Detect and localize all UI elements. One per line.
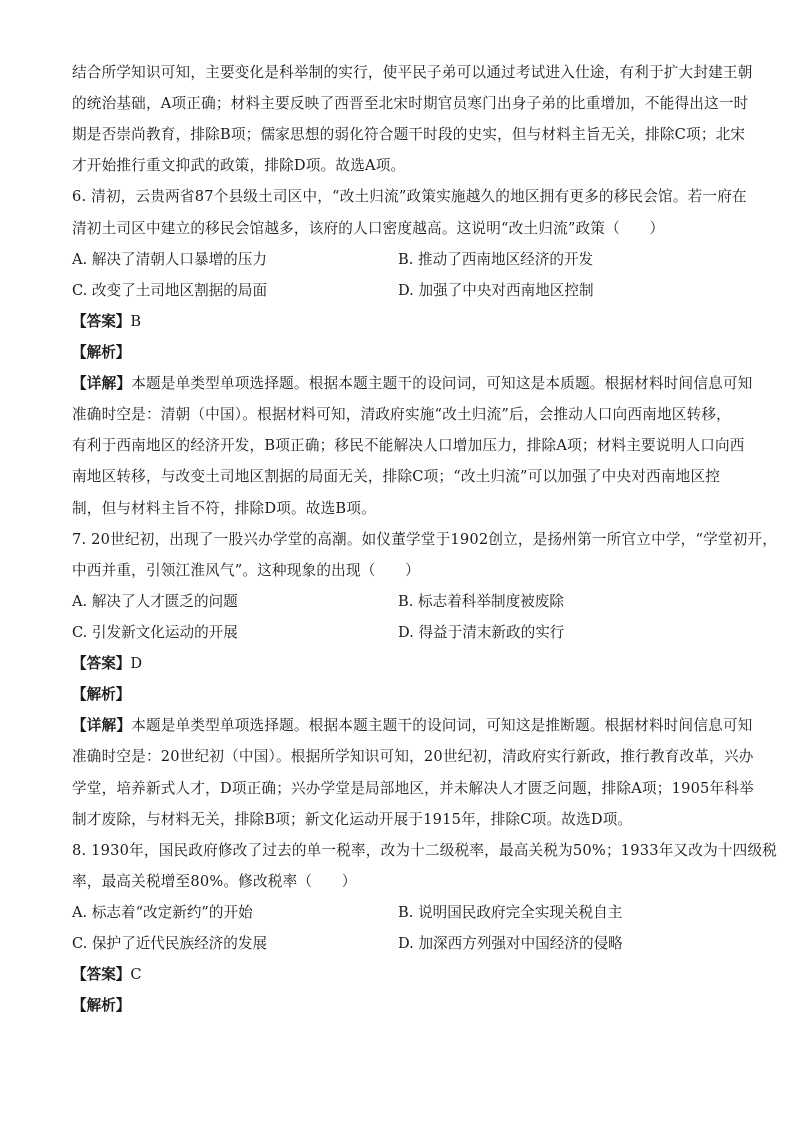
answer-value: B xyxy=(130,313,142,330)
text-line: 的统治基础，A项正确；材料主要反映了西晋至北宋时期官员寒门出身子弟的比重增加，不能得出这一时 xyxy=(72,95,749,112)
detail-text: 本题是单类型单项选择题。根据本题主题干的设问词，可知这是推断题。根据材料时间信息可知 xyxy=(131,717,753,734)
q6-detail-line: 准确时空是：清朝（中国）。根据材料可知，清政府实施“改土归流”后，会推动人口向西南地区转移， xyxy=(72,406,731,423)
q6-option-d: D. 加强了中央对西南地区控制 xyxy=(398,282,594,299)
q8-option-c: C. 保护了近代民族经济的发展 xyxy=(72,935,268,952)
q8-answer xyxy=(72,966,142,984)
q7-detail-line: 学堂，培养新式人才，D项正确；兴办学堂是局部地区，并未解决人才匮乏问题，排除A项；1905年科举 xyxy=(72,780,754,797)
q6-option-b: B. 推动了西南地区经济的开发 xyxy=(398,251,594,268)
detail-text: 本题是单类型单项选择题。根据本题主题干的设问词，可知这是本质题。根据材料时间信息可知 xyxy=(131,375,753,392)
text-line: 才开始推行重文抑武的政策，排除D项。故选A项。 xyxy=(72,157,406,174)
q7-detail-line: 准确时空是：20世纪初（中国）。根据所学知识可知，20世纪初，清政府实行新政，推行教育改革，兴办 xyxy=(72,748,754,765)
q6-analysis-tag xyxy=(72,344,130,362)
q6-option-c: C. 改变了土司地区割据的局面 xyxy=(72,282,268,299)
question-6-stem: 6. 清初，云贵两省87个县级土司区中，“改土归流”政策实施越久的地区拥有更多的移民会馆。若一府在 xyxy=(72,188,747,205)
q7-detail-line xyxy=(72,717,753,735)
text-line: 期是否崇尚教育，排除B项；儒家思想的弱化符合题干时段的史实，但与材料主旨无关，排除C项；北宋 xyxy=(72,126,746,143)
answer-tag: 【答案】 xyxy=(72,313,131,330)
q6-option-a: A. 解决了清朝人口暴增的压力 xyxy=(72,251,267,268)
q6-detail-line xyxy=(72,375,753,393)
q7-option-d: D. 得益于清末新政的实行 xyxy=(398,624,565,641)
question-7-stem: 7. 20世纪初，出现了一股兴办学堂的高潮。如仪董学堂于1902创立，是扬州第一所官立中学，“学堂初开， xyxy=(72,531,778,548)
q6-detail-line: 南地区转移，与改变土司地区割据的局面无关，排除C项；“改土归流”可以加强了中央对西南地区控 xyxy=(72,468,721,485)
q6-detail-line: 有利于西南地区的经济开发，B项正确；移民不能解决人口增加压力，排除A项；材料主要说明人口向西 xyxy=(72,437,745,454)
answer-tag: 【答案】 xyxy=(72,655,131,672)
answer-tag: 【答案】 xyxy=(72,966,131,983)
analysis-tag: 【解析】 xyxy=(72,344,131,361)
q8-option-d: D. 加深西方列强对中国经济的侵略 xyxy=(398,935,623,952)
q6-detail-line: 制，但与材料主旨不符，排除D项。故选B项。 xyxy=(72,500,376,517)
q7-option-a: A. 解决了人才匮乏的问题 xyxy=(72,593,238,610)
q8-option-b: B. 说明国民政府完全实现关税自主 xyxy=(398,904,623,921)
question-7-stem: 中西并重，引领江淮风气”。这种现象的出现（ ） xyxy=(72,562,420,579)
analysis-tag: 【解析】 xyxy=(72,686,131,703)
detail-tag: 【详解】 xyxy=(72,375,132,392)
analysis-tag: 【解析】 xyxy=(72,997,131,1014)
answer-value: C xyxy=(130,966,142,983)
question-6-stem: 清初土司区中建立的移民会馆越多，该府的人口密度越高。这说明“改土归流”政策（ ） xyxy=(72,220,665,237)
text-line: 结合所学知识可知，主要变化是科举制的实行，使平民子弟可以通过考试进入仕途，有利于扩大封建王朝 xyxy=(72,64,753,81)
q8-analysis-tag xyxy=(72,997,130,1015)
q7-option-b: B. 标志着科举制度被废除 xyxy=(398,593,564,610)
detail-tag: 【详解】 xyxy=(72,717,132,734)
q7-analysis-tag xyxy=(72,686,130,704)
question-8-stem: 率，最高关税增至80%。修改税率（ ） xyxy=(72,873,357,890)
q7-answer xyxy=(72,655,142,673)
question-8-stem: 8. 1930年，国民政府修改了过去的单一税率，改为十二级税率，最高关税为50%；1933年又改为十四级税 xyxy=(72,842,778,859)
q8-option-a: A. 标志着“改定新约”的开始 xyxy=(72,904,253,921)
q7-option-c: C. 引发新文化运动的开展 xyxy=(72,624,238,641)
q6-answer xyxy=(72,313,141,331)
answer-value: D xyxy=(130,655,143,672)
q7-detail-line: 制才废除，与材料无关，排除B项；新文化运动开展于1915年，排除C项。故选D项。 xyxy=(72,811,633,828)
